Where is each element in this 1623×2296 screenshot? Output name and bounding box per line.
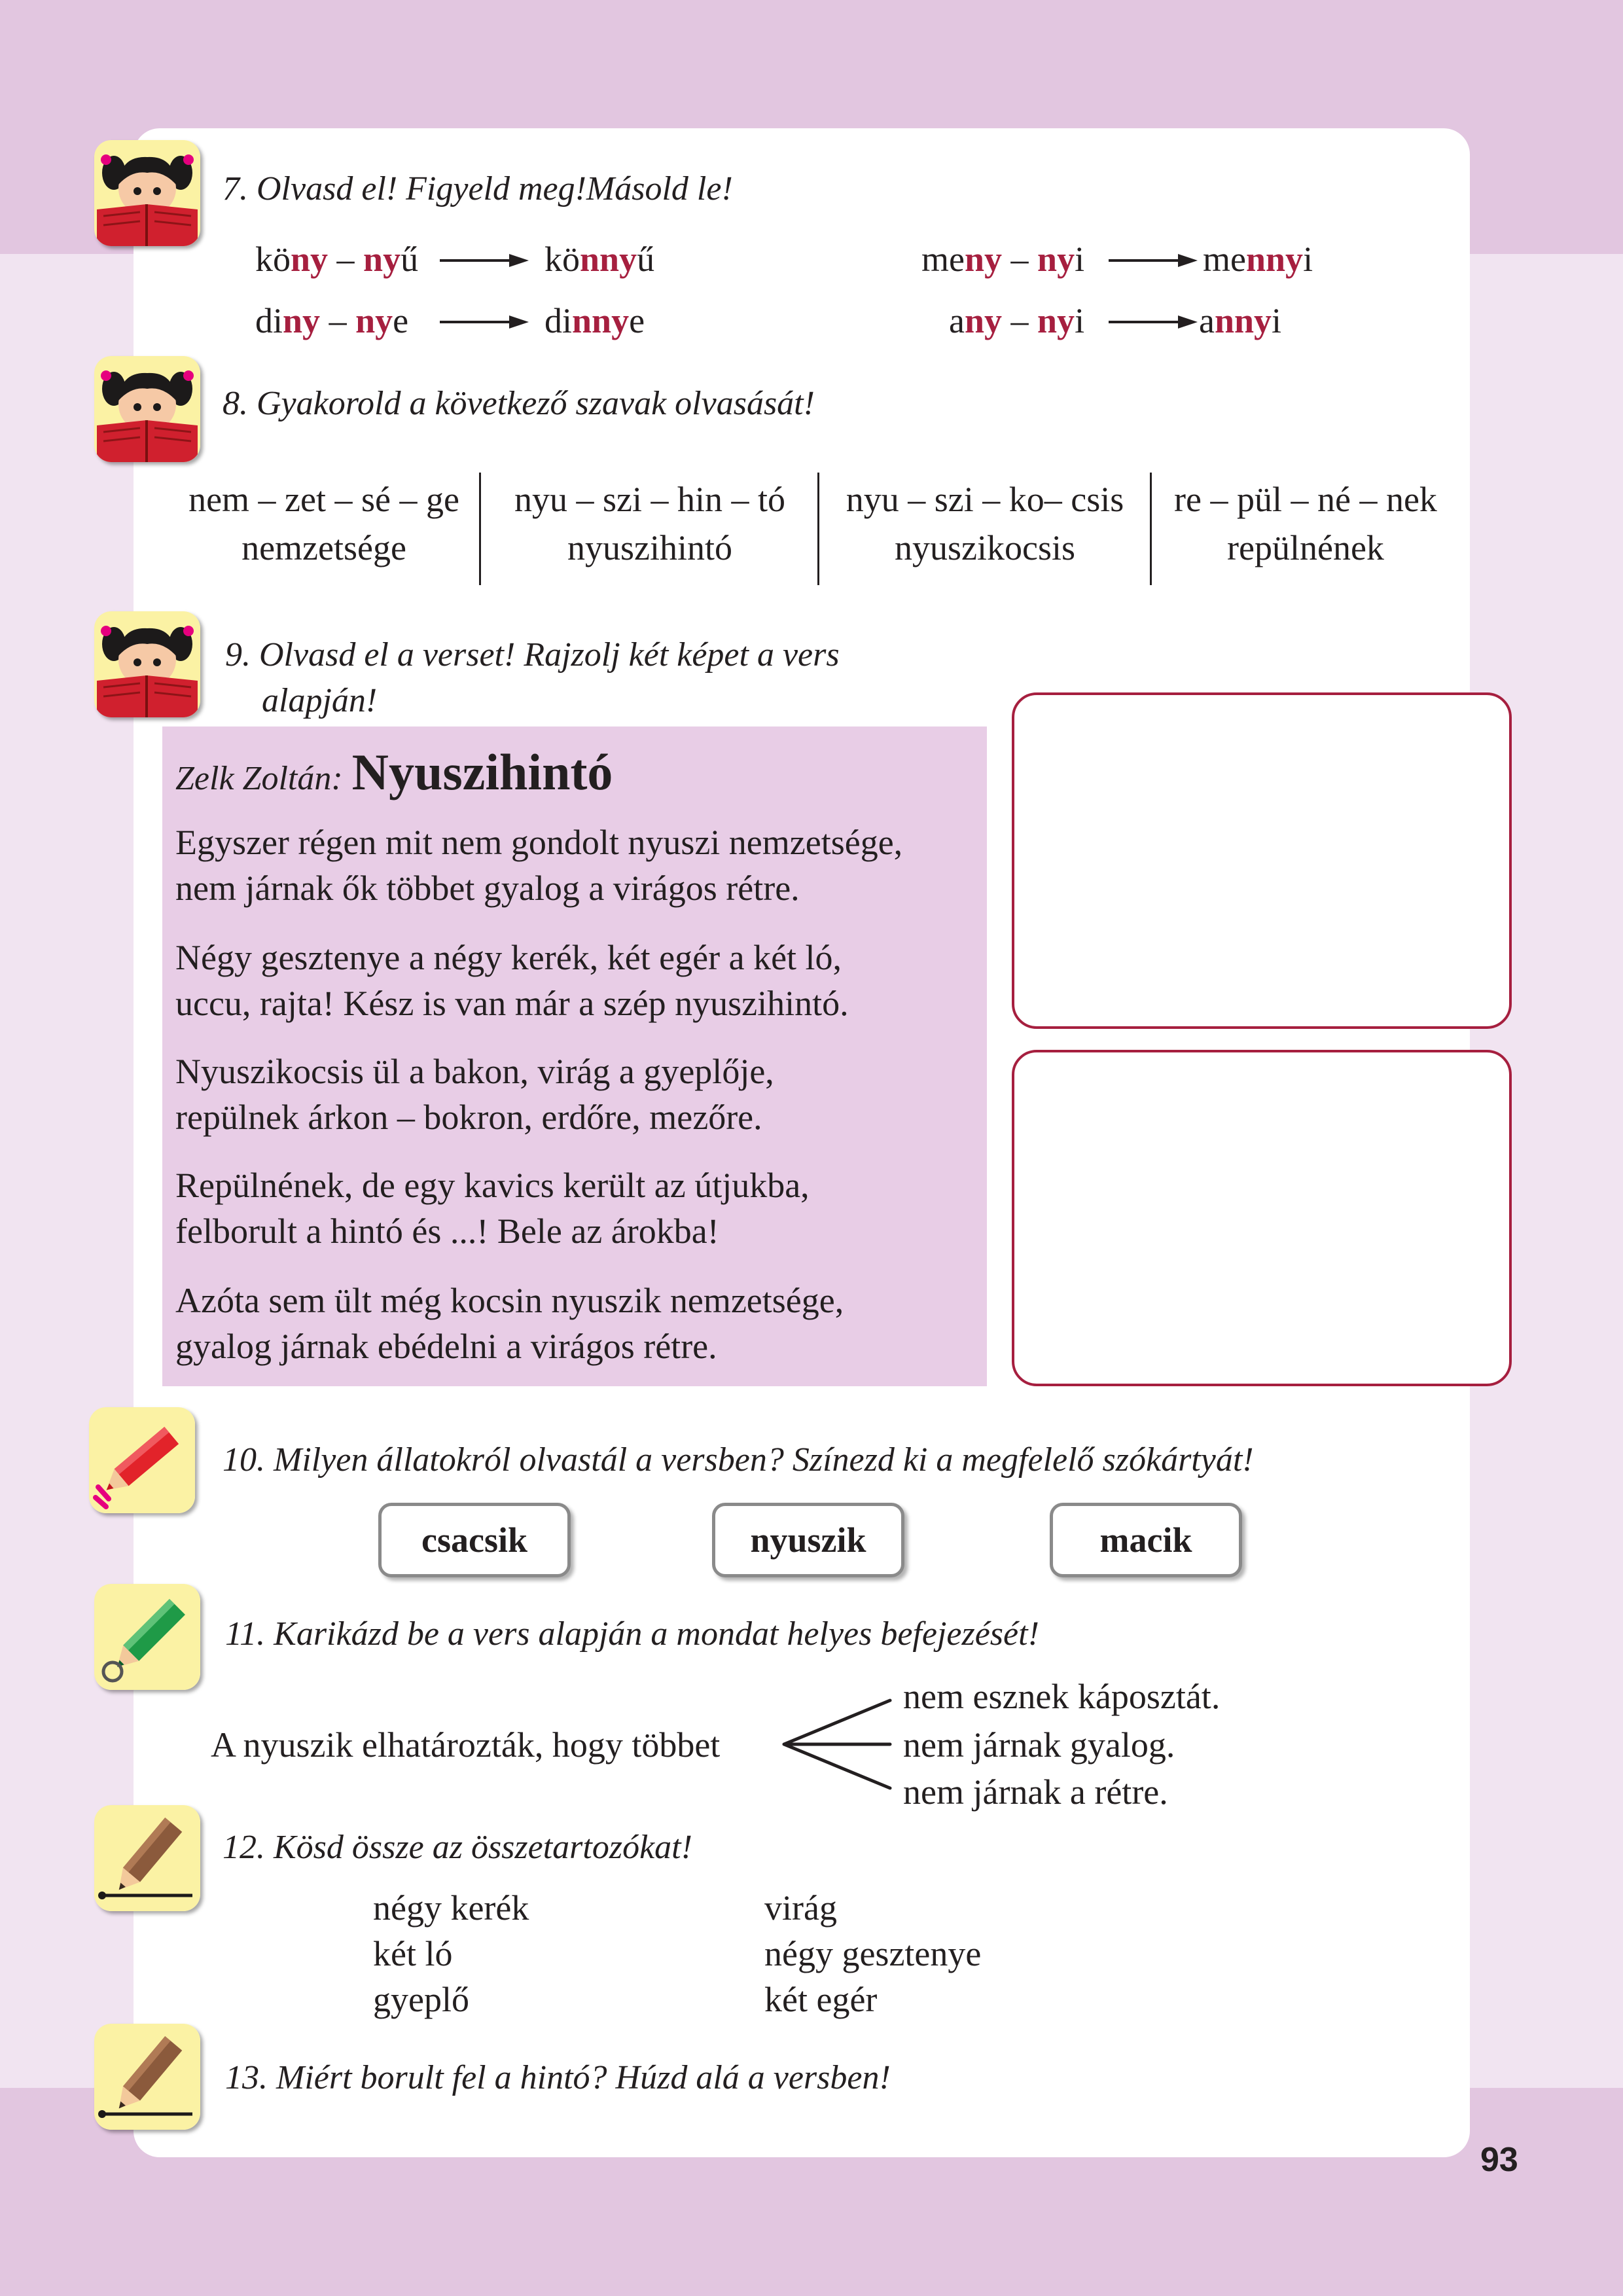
task10-instruction: 10. Milyen állatokról olvastál a versben? Színezd ki a megfelelő szókártyát! bbox=[223, 1441, 1254, 1479]
task8-column-1 bbox=[170, 475, 478, 572]
task11-option-2[interactable]: nem járnak gyalog. bbox=[903, 1725, 1175, 1765]
task8-syllables-2: nyu – szi – hin – tó bbox=[514, 480, 785, 519]
task12-right-item[interactable]: két egér bbox=[764, 1980, 878, 2019]
task7-result-word-3: mennyi bbox=[1203, 240, 1313, 279]
reading-girl-icon bbox=[94, 611, 200, 717]
pencil-icon bbox=[94, 1584, 200, 1690]
drawing-box-1[interactable] bbox=[1012, 692, 1512, 1029]
poem-stanza-3: Nyuszikocsis ül a bakon, virág a gyeplője, repülnek árkon – bokron, erdőre, mezőre. bbox=[175, 1052, 774, 1137]
task12-left-list bbox=[373, 1885, 529, 2022]
column-divider bbox=[1150, 473, 1152, 585]
column-divider bbox=[817, 473, 819, 585]
poem-box bbox=[162, 726, 987, 1386]
task8-word-4: repülnének bbox=[1227, 528, 1384, 567]
poem-author: Zelk Zoltán: bbox=[175, 760, 343, 797]
pencil-icon bbox=[89, 1407, 195, 1513]
word-card-nyuszik[interactable]: nyuszik bbox=[712, 1503, 904, 1577]
task7-syllable-pair-3: meny – nyi bbox=[921, 240, 1085, 279]
arrow-right-icon bbox=[440, 314, 529, 330]
reading-girl-icon bbox=[94, 140, 200, 246]
pencil-icon bbox=[94, 1805, 200, 1911]
task8-column-3 bbox=[823, 475, 1147, 572]
task8-word-2: nyuszihintó bbox=[567, 528, 732, 567]
task8-instruction: 8. Gyakorold a következő szavak olvasását! bbox=[223, 385, 815, 422]
task7-result-word-1: könnyű bbox=[544, 240, 655, 279]
word-card-macik[interactable]: macik bbox=[1050, 1503, 1242, 1577]
arrow-right-icon bbox=[440, 253, 529, 268]
page-number: 93 bbox=[1480, 2141, 1518, 2179]
reading-girl-icon bbox=[94, 356, 200, 462]
task12-left-item[interactable]: gyeplő bbox=[373, 1980, 469, 2019]
poem-stanza-1: Egyszer régen mit nem gondolt nyuszi nemzetsége, nem járnak ők többet gyalog a virágos rétre. bbox=[175, 823, 903, 908]
task8-word-1: nemzetsége bbox=[241, 528, 406, 567]
poem-stanza-4: Repülnének, de egy kavics került az útjukba, felborult a hintó és ...! Bele az árokba! bbox=[175, 1166, 810, 1251]
task8-syllables-1: nem – zet – sé – ge bbox=[188, 480, 459, 519]
task7-result-word-2: dinnye bbox=[544, 301, 645, 340]
task7-syllable-pair-1: köny – nyű bbox=[255, 240, 419, 279]
task7-result-word-4: annyi bbox=[1199, 301, 1282, 340]
task8-column-4 bbox=[1156, 475, 1455, 572]
poem-stanza-2: Négy gesztenye a négy kerék, két egér a két ló, uccu, rajta! Kész is van már a szép nyuszihintó. bbox=[175, 938, 849, 1023]
task8-word-3: nyuszikocsis bbox=[895, 528, 1075, 567]
word-card-csacsik[interactable]: csacsik bbox=[378, 1503, 571, 1577]
task12-right-item[interactable]: négy gesztenye bbox=[764, 1934, 982, 1973]
task12-instruction: 12. Kösd össze az összetartozókat! bbox=[223, 1829, 692, 1866]
task13-instruction: 13. Miért borult fel a hintó? Húzd alá a versben! bbox=[225, 2059, 891, 2096]
task7-instruction: 7. Olvasd el! Figyeld meg!Másold le! bbox=[223, 170, 733, 207]
pencil-icon bbox=[94, 2024, 200, 2130]
task8-syllables-4: re – pül – né – nek bbox=[1174, 480, 1437, 519]
task9-instruction: 9. Olvasd el a verset! Rajzolj két képet a vers alapján! bbox=[225, 636, 840, 719]
drawing-box-2[interactable] bbox=[1012, 1050, 1512, 1386]
poem-title bbox=[175, 740, 613, 819]
task12-right-item[interactable]: virág bbox=[764, 1888, 837, 1928]
column-divider bbox=[479, 473, 481, 585]
arrow-right-icon bbox=[1109, 314, 1198, 330]
poem-name: Nyuszihintó bbox=[351, 744, 613, 800]
task11-instruction: 11. Karikázd be a vers alapján a mondat helyes befejezését! bbox=[225, 1615, 1039, 1653]
task11-option-3[interactable]: nem járnak a rétre. bbox=[903, 1772, 1168, 1812]
task8-syllables-3: nyu – szi – ko– csis bbox=[846, 480, 1124, 519]
task11-option-1[interactable]: nem esznek káposztát. bbox=[903, 1677, 1221, 1716]
task12-right-list bbox=[764, 1885, 981, 2022]
arrow-right-icon bbox=[1109, 253, 1198, 268]
task12-left-item[interactable]: négy kerék bbox=[373, 1888, 529, 1928]
task7-syllable-pair-2: diny – nye bbox=[255, 301, 409, 340]
task7-syllable-pair-4: any – nyi bbox=[949, 301, 1085, 340]
task8-column-2 bbox=[488, 475, 812, 572]
task11-sentence: A nyuszik elhatározták, hogy többet bbox=[211, 1725, 721, 1765]
branch-lines bbox=[777, 1694, 895, 1795]
task12-left-item[interactable]: két ló bbox=[373, 1934, 453, 1973]
poem-stanza-5: Azóta sem ült még kocsin nyuszik nemzetsége, gyalog járnak ebédelni a virágos rétre. bbox=[175, 1281, 844, 1366]
